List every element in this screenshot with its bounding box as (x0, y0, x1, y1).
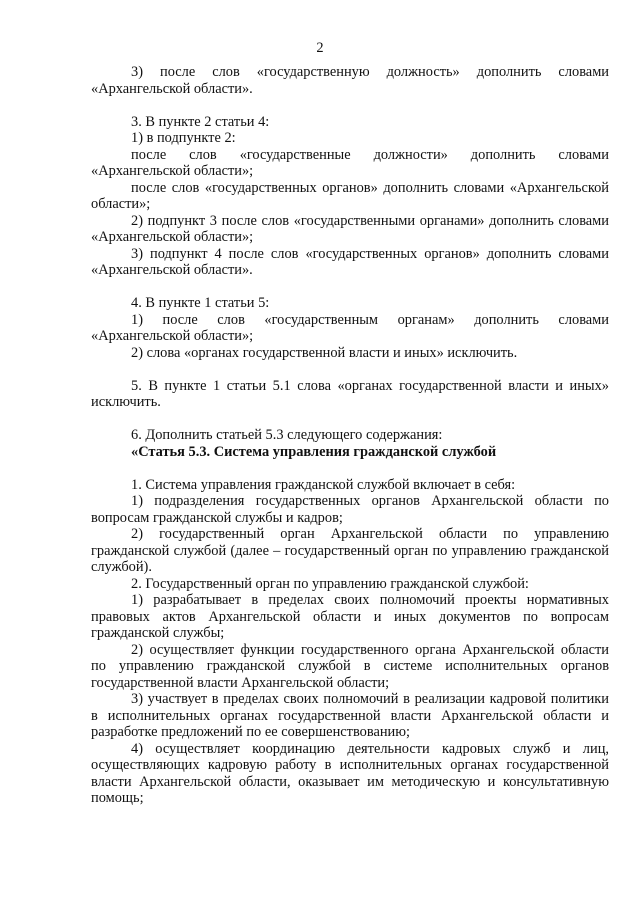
document-body (91, 64, 609, 807)
paragraph: 6. Дополнить статьей 5.3 следующего содержания: (131, 427, 443, 443)
paragraph: после слов «государственных органов» дополнить словами «Архангельской области»; (91, 179, 609, 212)
paragraph: 1) подразделения государственных органов Архангельской области по вопросам гражданской службы и кадров; (91, 493, 609, 526)
paragraph-gap (91, 279, 609, 296)
paragraph: 1. Система управления гражданской службой включает в себя: (131, 476, 516, 493)
paragraph: 3) подпункт 4 после слов «государственных органов» дополнить словами «Архангельской области». (91, 245, 609, 278)
paragraph: 1) разрабатывает в пределах своих полномочий проекты нормативных правовых актов Архангельской области и иных документов по вопросам гражданской службы; (91, 592, 609, 641)
paragraph: 2) государственный орган Архангельской области по управлению гражданской службой (далее – государственный орган по управлению гражданской службой). (91, 526, 609, 575)
paragraph: 5. В пункте 1 статьи 5.1 слова «органах государственной власти и иных» исключить. (91, 377, 609, 410)
paragraph-gap (91, 361, 609, 378)
paragraph: 2. Государственный орган по управлению гражданской службой: (131, 575, 529, 592)
paragraph: 2) осуществляет функции государственного органа Архангельской области по управлению гражданской службой в системе исполнительных органов государственной власти Архангельской области; (91, 641, 609, 691)
paragraph-gap (91, 411, 609, 428)
paragraph: 2) слова «органах государственной власти и иных» исключить. (131, 344, 518, 361)
paragraph: после слов «государственные должности» дополнить словами «Архангельской области»; (91, 146, 609, 179)
paragraph: 3) участвует в пределах своих полномочий в реализации кадровой политики в исполнительных органах государственной власти Архангельской области и разработке предложений по ее совершенствованию; (91, 691, 609, 740)
paragraph-gap (91, 97, 609, 114)
paragraph: 1) после слов «государственным органам» дополнить словами «Архангельской области»; (91, 311, 609, 344)
paragraph: 4. В пункте 1 статьи 5: (131, 295, 270, 311)
paragraph: 3) после слов «государственную должность» дополнить словами «Архангельской области». (91, 64, 609, 97)
paragraph-gap (91, 460, 609, 477)
page-number: 2 (316, 40, 324, 56)
article-heading: «Статья 5.3. Система управления гражданской службой (131, 443, 497, 460)
paragraph: 1) в подпункте 2: (131, 130, 236, 146)
paragraph: 2) подпункт 3 после слов «государственными органами» дополнить словами «Архангельской области»; (91, 212, 609, 245)
paragraph: 3. В пункте 2 статьи 4: (131, 113, 270, 130)
paragraph: 4) осуществляет координацию деятельности кадровых служб и лиц, осуществляющих кадровую работу в исполнительных органах государственной власти Архангельской области, оказывает им методическую и консультативную помощь; (91, 740, 609, 806)
